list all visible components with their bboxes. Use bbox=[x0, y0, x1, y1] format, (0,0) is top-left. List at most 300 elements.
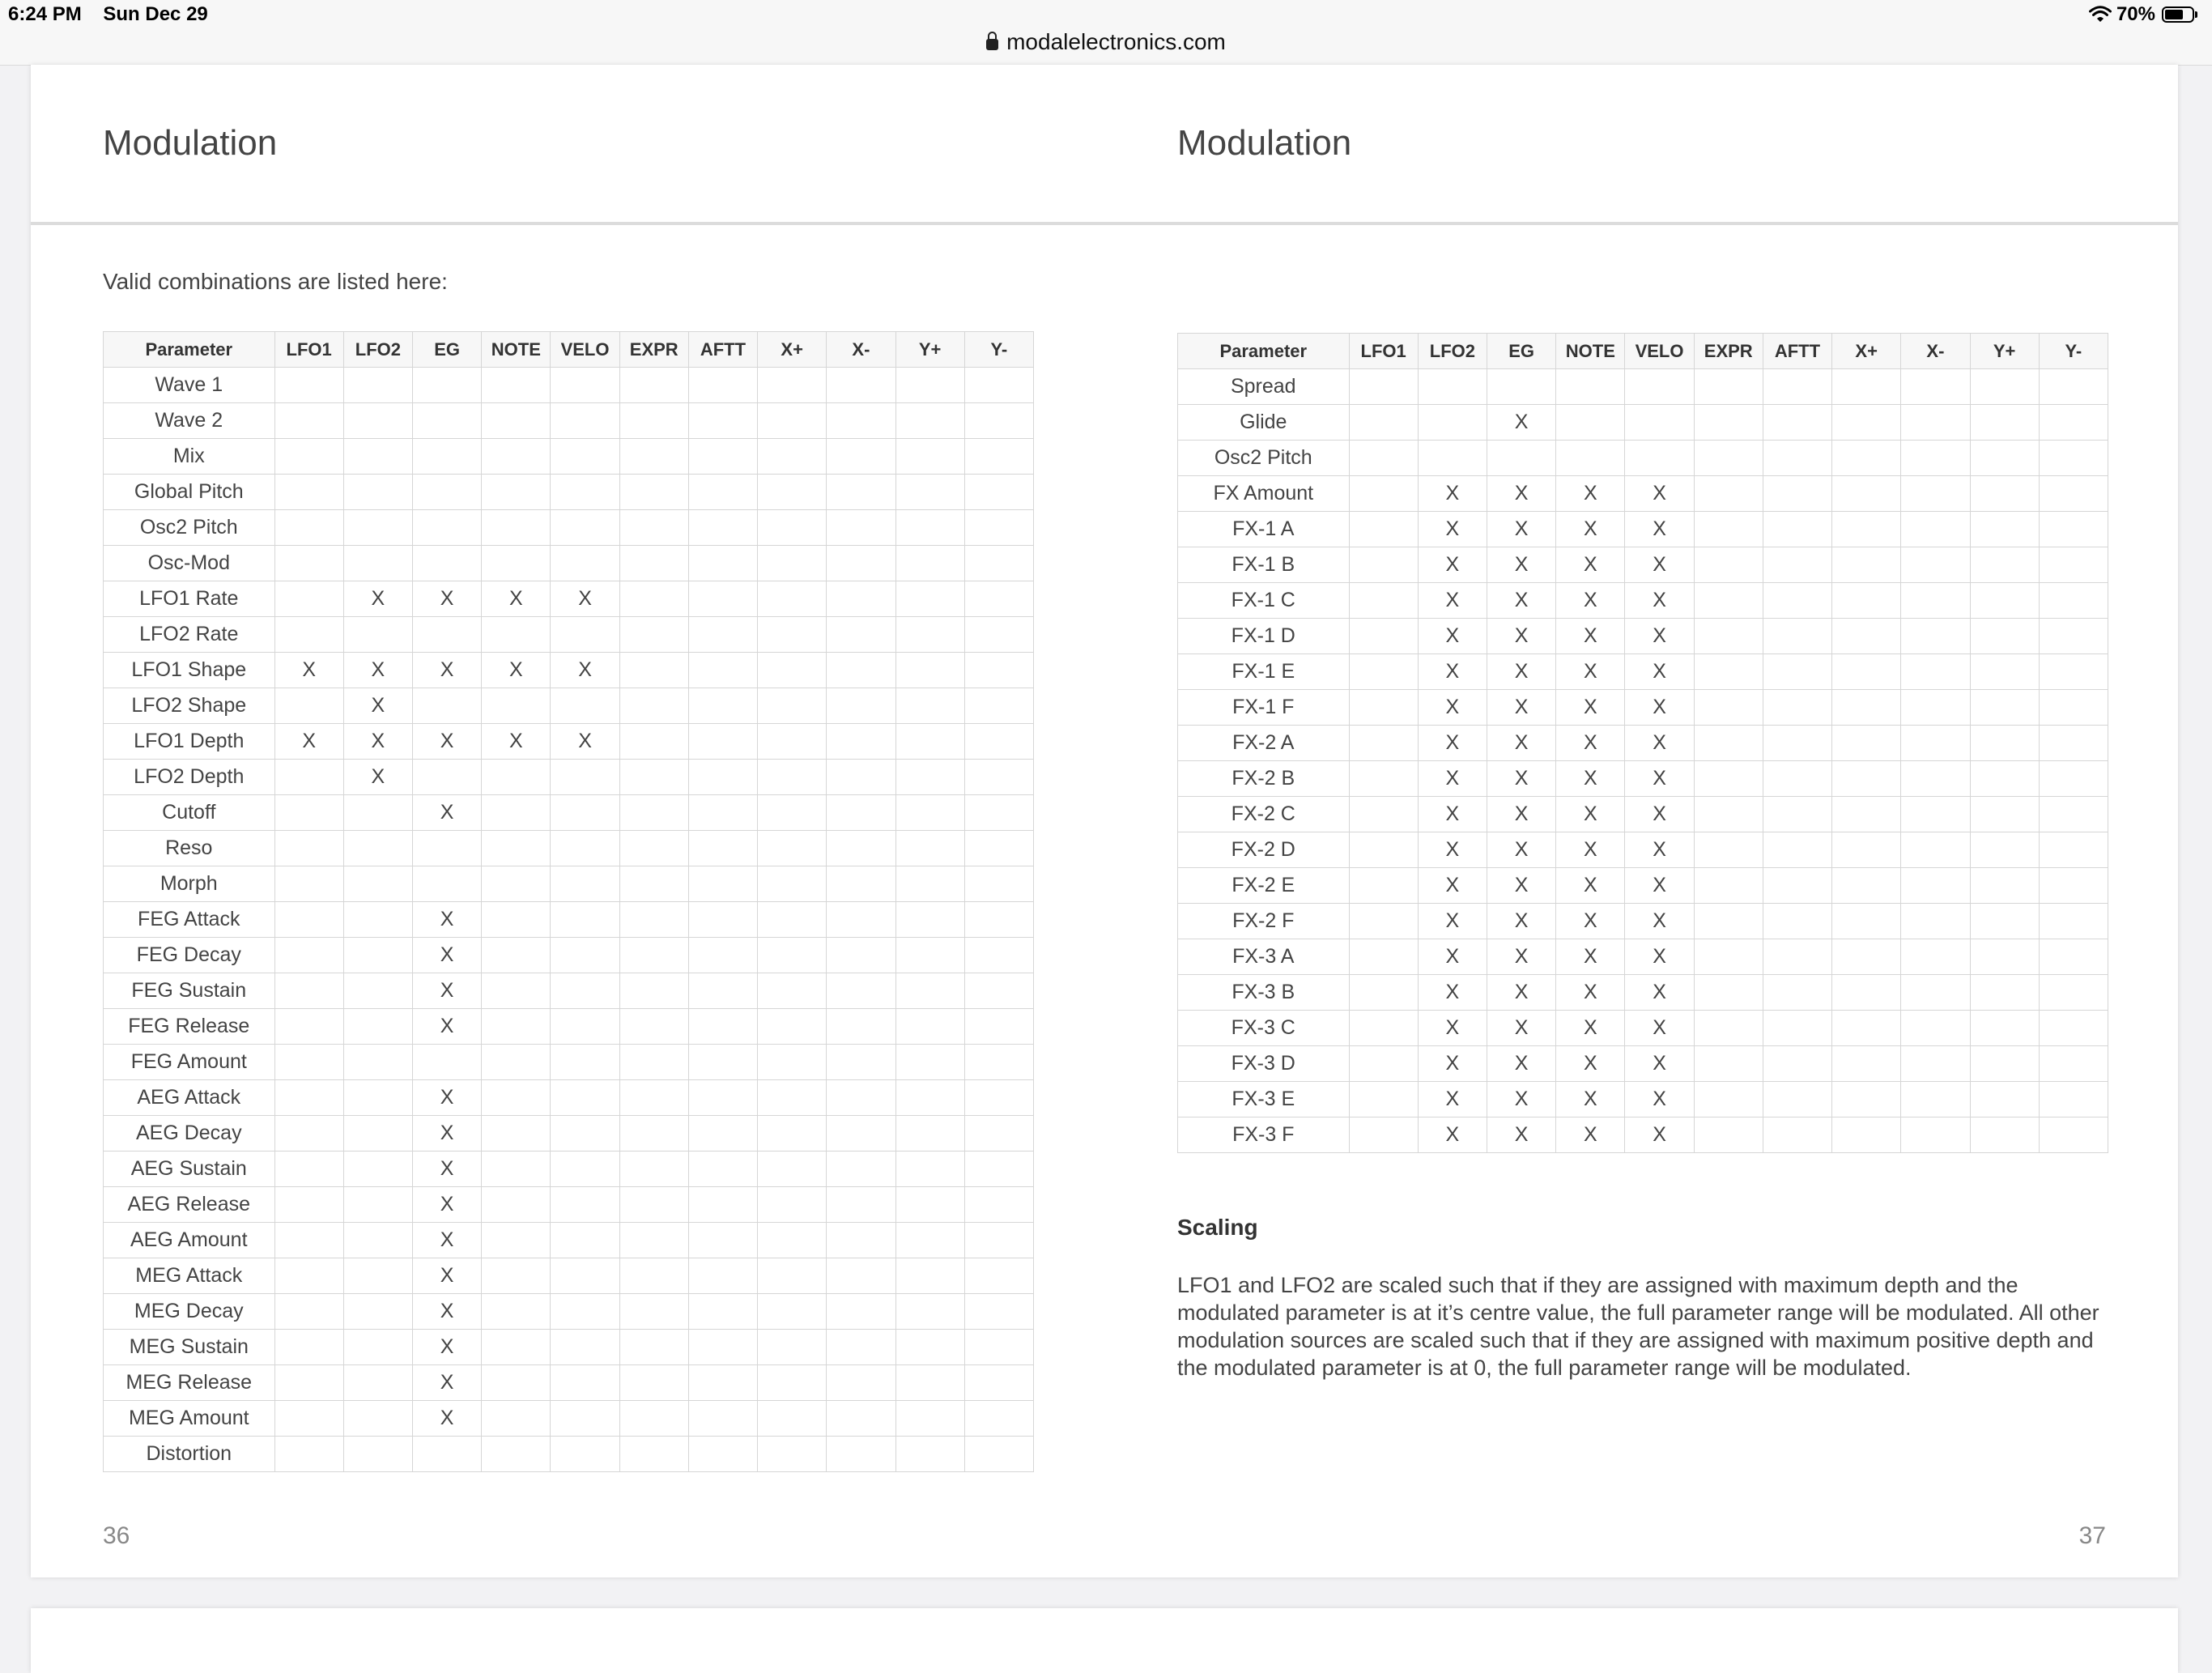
combination-cell bbox=[895, 1258, 964, 1294]
combination-cell bbox=[827, 866, 895, 902]
combination-cell bbox=[1970, 1011, 2039, 1046]
combination-cell bbox=[895, 795, 964, 831]
combination-cell: X bbox=[412, 938, 481, 973]
combination-cell: X bbox=[343, 760, 412, 795]
combination-cell: X bbox=[1487, 797, 1555, 832]
combination-cell: X bbox=[1487, 868, 1555, 904]
parameter-name-cell: Osc-Mod bbox=[104, 546, 275, 581]
combination-cell bbox=[551, 831, 619, 866]
combination-cell bbox=[274, 439, 343, 475]
combination-cell bbox=[1832, 1082, 1901, 1117]
combination-cell bbox=[758, 795, 827, 831]
combination-cell bbox=[482, 1152, 551, 1187]
combination-cell bbox=[1694, 369, 1763, 405]
table-row bbox=[104, 617, 1034, 653]
combination-cell bbox=[1349, 583, 1418, 619]
combination-cell bbox=[827, 475, 895, 510]
combination-cell bbox=[343, 617, 412, 653]
combination-cell bbox=[551, 1437, 619, 1472]
combination-cell bbox=[895, 510, 964, 546]
combination-cell: X bbox=[412, 902, 481, 938]
combination-cell bbox=[1901, 512, 1970, 547]
combination-cell bbox=[758, 1080, 827, 1116]
combination-cell: X bbox=[1625, 726, 1694, 761]
combination-cell: X bbox=[1487, 1117, 1555, 1153]
combination-cell bbox=[758, 546, 827, 581]
combination-cell bbox=[1694, 654, 1763, 690]
combination-cell bbox=[1349, 761, 1418, 797]
combination-cell bbox=[1694, 405, 1763, 441]
combination-cell bbox=[274, 831, 343, 866]
combination-cell bbox=[274, 546, 343, 581]
parameter-name-cell: Glide bbox=[1178, 405, 1350, 441]
combination-cell bbox=[274, 973, 343, 1009]
combination-cell bbox=[412, 546, 481, 581]
combination-cell bbox=[343, 866, 412, 902]
combination-cell: X bbox=[1418, 1046, 1487, 1082]
combination-cell bbox=[2039, 619, 2108, 654]
combination-cell bbox=[551, 973, 619, 1009]
parameter-name-cell: LFO2 Rate bbox=[104, 617, 275, 653]
parameter-name-cell: AEG Decay bbox=[104, 1116, 275, 1152]
combination-cell bbox=[619, 831, 688, 866]
combination-cell: X bbox=[1487, 512, 1555, 547]
combination-cell bbox=[482, 1258, 551, 1294]
combination-cell bbox=[551, 795, 619, 831]
combination-cell bbox=[1832, 939, 1901, 975]
address-bar[interactable] bbox=[0, 29, 2212, 55]
combination-cell bbox=[1970, 583, 2039, 619]
combination-cell bbox=[2039, 583, 2108, 619]
combination-cell bbox=[343, 831, 412, 866]
combination-cell bbox=[1970, 512, 2039, 547]
combination-cell bbox=[1349, 619, 1418, 654]
combination-cell: X bbox=[412, 1223, 481, 1258]
combination-cell bbox=[482, 938, 551, 973]
combination-cell: X bbox=[1625, 832, 1694, 868]
combination-cell bbox=[619, 1258, 688, 1294]
column-header: EG bbox=[412, 332, 481, 368]
combination-cell bbox=[1832, 797, 1901, 832]
combination-cell: X bbox=[1556, 975, 1625, 1011]
combination-cell bbox=[895, 368, 964, 403]
combination-cell: X bbox=[1487, 583, 1555, 619]
combination-cell bbox=[2039, 1046, 2108, 1082]
combination-cell bbox=[1763, 690, 1831, 726]
page-number-right: 37 bbox=[2078, 1522, 2106, 1549]
left-page-title: Modulation bbox=[103, 123, 278, 163]
combination-cell bbox=[551, 1009, 619, 1045]
parameter-name-cell: AEG Release bbox=[104, 1187, 275, 1223]
combination-cell bbox=[895, 653, 964, 688]
intro-text: Valid combinations are listed here: bbox=[103, 269, 448, 294]
combination-cell bbox=[758, 1437, 827, 1472]
combination-cell: X bbox=[1556, 512, 1625, 547]
combination-cell bbox=[964, 938, 1033, 973]
combination-cell bbox=[343, 1187, 412, 1223]
table-row bbox=[104, 1152, 1034, 1187]
column-header: AFTT bbox=[1763, 334, 1831, 369]
combination-cell bbox=[1970, 441, 2039, 476]
combination-cell bbox=[964, 1330, 1033, 1365]
table-row bbox=[104, 1045, 1034, 1080]
combination-cell bbox=[1763, 832, 1831, 868]
column-header: Y+ bbox=[895, 332, 964, 368]
combination-cell: X bbox=[412, 1294, 481, 1330]
combination-cell bbox=[1832, 441, 1901, 476]
combination-cell bbox=[1832, 476, 1901, 512]
combination-cell bbox=[1901, 797, 1970, 832]
combination-cell bbox=[1418, 369, 1487, 405]
combination-cell bbox=[274, 902, 343, 938]
table-row bbox=[1178, 441, 2108, 476]
combination-cell bbox=[688, 510, 757, 546]
column-header: VELO bbox=[1625, 334, 1694, 369]
combination-cell bbox=[343, 902, 412, 938]
combination-cell bbox=[551, 1401, 619, 1437]
combination-cell bbox=[827, 724, 895, 760]
combination-cell bbox=[964, 831, 1033, 866]
combination-cell bbox=[482, 1223, 551, 1258]
column-header: Y+ bbox=[1970, 334, 2039, 369]
combination-cell bbox=[688, 688, 757, 724]
combination-cell bbox=[551, 1223, 619, 1258]
table-row bbox=[104, 1187, 1034, 1223]
combination-cell bbox=[688, 938, 757, 973]
combination-cell bbox=[895, 866, 964, 902]
combination-cell: X bbox=[1625, 1046, 1694, 1082]
combination-cell bbox=[2039, 405, 2108, 441]
combination-cell: X bbox=[1625, 975, 1694, 1011]
table-row bbox=[104, 795, 1034, 831]
combination-cell bbox=[619, 439, 688, 475]
combination-cell bbox=[343, 439, 412, 475]
parameter-name-cell: AEG Attack bbox=[104, 1080, 275, 1116]
combination-cell bbox=[1694, 1082, 1763, 1117]
table-row bbox=[104, 724, 1034, 760]
scaling-heading: Scaling bbox=[1177, 1215, 1258, 1240]
next-page-edge bbox=[31, 1608, 2178, 1673]
parameter-name-cell: Osc2 Pitch bbox=[1178, 441, 1350, 476]
combination-cell: X bbox=[343, 688, 412, 724]
table-row bbox=[104, 1401, 1034, 1437]
combination-cell bbox=[2039, 654, 2108, 690]
combination-cell bbox=[1763, 726, 1831, 761]
combination-cell: X bbox=[1625, 654, 1694, 690]
scaling-paragraph: LFO1 and LFO2 are scaled such that if they are assigned with maximum depth and the modulated parameter is at it’s centre value, the full parameter range will be modulated. All other modulation sources are scaled such that if they are assigned with maximum positive depth and the modulated parameter is at 0, the full parameter range will be modulated. bbox=[1177, 1273, 2099, 1380]
combination-cell bbox=[827, 1437, 895, 1472]
parameter-name-cell: Wave 1 bbox=[104, 368, 275, 403]
combination-cell bbox=[1970, 904, 2039, 939]
combination-cell bbox=[827, 1365, 895, 1401]
combination-cell bbox=[412, 617, 481, 653]
combination-cell bbox=[827, 1045, 895, 1080]
status-date: Sun Dec 29 bbox=[103, 3, 208, 25]
combination-cell bbox=[343, 1330, 412, 1365]
parameter-name-cell: FX-3 E bbox=[1178, 1082, 1350, 1117]
combination-cell bbox=[688, 724, 757, 760]
combination-cell bbox=[1970, 761, 2039, 797]
combination-cell: X bbox=[1556, 797, 1625, 832]
combination-cell bbox=[482, 760, 551, 795]
combination-cell bbox=[1763, 1046, 1831, 1082]
combination-cell bbox=[1901, 369, 1970, 405]
combination-cell bbox=[1694, 761, 1763, 797]
table-row bbox=[104, 653, 1034, 688]
combination-cell bbox=[343, 1437, 412, 1472]
combination-cell bbox=[1349, 547, 1418, 583]
combination-cell bbox=[827, 581, 895, 617]
parameter-name-cell: Morph bbox=[104, 866, 275, 902]
combination-cell: X bbox=[1418, 939, 1487, 975]
combination-cell bbox=[619, 760, 688, 795]
table-row bbox=[1178, 832, 2108, 868]
combination-cell bbox=[688, 866, 757, 902]
combination-cell: X bbox=[1625, 1082, 1694, 1117]
combination-cell bbox=[895, 1401, 964, 1437]
combination-cell bbox=[343, 475, 412, 510]
combination-cell: X bbox=[551, 581, 619, 617]
combination-cell bbox=[688, 760, 757, 795]
combination-cell bbox=[1487, 441, 1555, 476]
combination-cell bbox=[482, 510, 551, 546]
combination-cell bbox=[551, 688, 619, 724]
combination-cell bbox=[827, 1223, 895, 1258]
combination-cell bbox=[1349, 405, 1418, 441]
combination-cell: X bbox=[1487, 761, 1555, 797]
table-row bbox=[104, 831, 1034, 866]
combination-cell bbox=[1901, 1082, 1970, 1117]
combination-cell: X bbox=[1625, 547, 1694, 583]
combination-cell bbox=[827, 1258, 895, 1294]
combination-cell bbox=[964, 1365, 1033, 1401]
combination-cell bbox=[827, 938, 895, 973]
combination-cell bbox=[758, 724, 827, 760]
combination-cell bbox=[964, 1437, 1033, 1472]
combination-cell: X bbox=[343, 724, 412, 760]
combination-cell bbox=[1970, 975, 2039, 1011]
combination-cell: X bbox=[1487, 832, 1555, 868]
combination-cell: X bbox=[551, 653, 619, 688]
combination-cell bbox=[827, 1152, 895, 1187]
combination-cell bbox=[758, 938, 827, 973]
combination-cell bbox=[827, 510, 895, 546]
combination-cell bbox=[964, 581, 1033, 617]
parameter-name-cell: FX-1 F bbox=[1178, 690, 1350, 726]
combination-cell bbox=[274, 1152, 343, 1187]
parameter-name-cell: FX-2 D bbox=[1178, 832, 1350, 868]
combination-cell bbox=[688, 1258, 757, 1294]
combination-cell bbox=[2039, 690, 2108, 726]
combination-cell bbox=[758, 1401, 827, 1437]
table-row bbox=[104, 368, 1034, 403]
combination-cell bbox=[688, 1116, 757, 1152]
combination-cell bbox=[964, 866, 1033, 902]
combination-cell bbox=[1901, 1046, 1970, 1082]
combination-cell bbox=[482, 866, 551, 902]
combination-cell bbox=[343, 1223, 412, 1258]
combination-cell bbox=[827, 1401, 895, 1437]
column-header: EXPR bbox=[619, 332, 688, 368]
combination-cell bbox=[827, 1294, 895, 1330]
combination-cell bbox=[1763, 1011, 1831, 1046]
combination-cell bbox=[343, 973, 412, 1009]
table-row bbox=[1178, 726, 2108, 761]
combination-cell bbox=[551, 1365, 619, 1401]
combination-cell bbox=[688, 1080, 757, 1116]
combination-cell bbox=[619, 1223, 688, 1258]
combination-cell: X bbox=[412, 1080, 481, 1116]
table-row bbox=[104, 1330, 1034, 1365]
combination-cell bbox=[1556, 441, 1625, 476]
combination-cell bbox=[274, 1330, 343, 1365]
table-row bbox=[104, 475, 1034, 510]
combination-cell bbox=[895, 581, 964, 617]
status-time: 6:24 PM bbox=[8, 3, 82, 25]
table-row bbox=[1178, 939, 2108, 975]
table-row bbox=[104, 866, 1034, 902]
combination-cell bbox=[827, 831, 895, 866]
combination-cell bbox=[274, 1258, 343, 1294]
combination-cell: X bbox=[482, 653, 551, 688]
column-header: NOTE bbox=[1556, 334, 1625, 369]
parameter-name-cell: FX-3 B bbox=[1178, 975, 1350, 1011]
combination-cell: X bbox=[1418, 1117, 1487, 1153]
parameter-name-cell: FX-1 A bbox=[1178, 512, 1350, 547]
combination-cell: X bbox=[412, 724, 481, 760]
combination-cell: X bbox=[1625, 868, 1694, 904]
combination-cell bbox=[274, 866, 343, 902]
combination-cell bbox=[1625, 369, 1694, 405]
combination-cell bbox=[1694, 547, 1763, 583]
combination-cell bbox=[688, 1187, 757, 1223]
combination-cell bbox=[1349, 975, 1418, 1011]
combination-cell: X bbox=[1556, 1117, 1625, 1153]
parameter-name-cell: Distortion bbox=[104, 1437, 275, 1472]
combination-cell bbox=[1349, 654, 1418, 690]
table-row bbox=[1178, 1082, 2108, 1117]
combination-cell bbox=[551, 368, 619, 403]
combination-cell: X bbox=[1625, 939, 1694, 975]
table-header-row bbox=[1178, 334, 2108, 369]
combination-cell bbox=[274, 1401, 343, 1437]
combination-cell bbox=[688, 1045, 757, 1080]
combination-cell bbox=[895, 902, 964, 938]
combination-cell: X bbox=[1418, 1011, 1487, 1046]
combination-cell bbox=[688, 1152, 757, 1187]
combination-cell bbox=[551, 1187, 619, 1223]
column-header: Parameter bbox=[104, 332, 275, 368]
combination-cell bbox=[688, 1437, 757, 1472]
combination-cell bbox=[758, 475, 827, 510]
combination-cell bbox=[1694, 939, 1763, 975]
combination-cell: X bbox=[1418, 761, 1487, 797]
combination-cell bbox=[1832, 1046, 1901, 1082]
table-row bbox=[1178, 797, 2108, 832]
combination-cell bbox=[1832, 1011, 1901, 1046]
combination-cell bbox=[1970, 797, 2039, 832]
parameter-name-cell: MEG Decay bbox=[104, 1294, 275, 1330]
combination-cell bbox=[758, 1365, 827, 1401]
combination-cell bbox=[1970, 369, 2039, 405]
combination-cell bbox=[1901, 832, 1970, 868]
combination-cell bbox=[619, 510, 688, 546]
combination-cell bbox=[1832, 619, 1901, 654]
combination-cell: X bbox=[1418, 547, 1487, 583]
combination-cell: X bbox=[1625, 583, 1694, 619]
combination-cell bbox=[343, 1152, 412, 1187]
combination-cell bbox=[1349, 441, 1418, 476]
combination-cell bbox=[1694, 583, 1763, 619]
table-row bbox=[104, 1365, 1034, 1401]
combination-cell bbox=[1694, 1011, 1763, 1046]
combination-cell bbox=[1832, 1117, 1901, 1153]
combination-cell bbox=[1418, 441, 1487, 476]
table-row bbox=[1178, 690, 2108, 726]
combination-cell bbox=[619, 973, 688, 1009]
combination-cell bbox=[1832, 654, 1901, 690]
combination-cell: X bbox=[1556, 726, 1625, 761]
combination-cell bbox=[688, 902, 757, 938]
combination-cell bbox=[482, 475, 551, 510]
combination-cell bbox=[1694, 1046, 1763, 1082]
combination-cell: X bbox=[412, 653, 481, 688]
combination-cell bbox=[2039, 832, 2108, 868]
combination-cell bbox=[827, 760, 895, 795]
combination-cell bbox=[1763, 512, 1831, 547]
parameter-name-cell: LFO2 Shape bbox=[104, 688, 275, 724]
table-row bbox=[1178, 619, 2108, 654]
combination-cell bbox=[758, 1330, 827, 1365]
combination-cell bbox=[964, 1223, 1033, 1258]
status-bar bbox=[0, 0, 2212, 66]
combination-cell bbox=[758, 1045, 827, 1080]
combination-cell bbox=[1970, 868, 2039, 904]
combination-cell bbox=[1901, 975, 1970, 1011]
combination-cell: X bbox=[1625, 1117, 1694, 1153]
combination-cell: X bbox=[1487, 690, 1555, 726]
combination-cell bbox=[2039, 512, 2108, 547]
combination-cell bbox=[1349, 797, 1418, 832]
combination-cell bbox=[551, 1116, 619, 1152]
battery-nub bbox=[2195, 11, 2197, 18]
combination-cell bbox=[1901, 547, 1970, 583]
combination-cell bbox=[895, 1080, 964, 1116]
combination-cell bbox=[688, 403, 757, 439]
combination-cell bbox=[827, 902, 895, 938]
parameter-name-cell: FX-2 E bbox=[1178, 868, 1350, 904]
combination-cell bbox=[895, 403, 964, 439]
combination-cell bbox=[1970, 547, 2039, 583]
combination-cell: X bbox=[1556, 1011, 1625, 1046]
combination-cell bbox=[551, 1330, 619, 1365]
parameter-name-cell: MEG Release bbox=[104, 1365, 275, 1401]
combination-cell bbox=[758, 973, 827, 1009]
combination-cell bbox=[2039, 904, 2108, 939]
combination-cell bbox=[827, 1330, 895, 1365]
combination-cell bbox=[412, 439, 481, 475]
combination-cell bbox=[619, 1187, 688, 1223]
combination-cell bbox=[274, 368, 343, 403]
combination-cell bbox=[1763, 583, 1831, 619]
combination-cell bbox=[1349, 1011, 1418, 1046]
combination-cell bbox=[688, 475, 757, 510]
combination-cell bbox=[551, 1258, 619, 1294]
combination-cell bbox=[1694, 512, 1763, 547]
combination-cell: X bbox=[1625, 761, 1694, 797]
column-header: VELO bbox=[551, 332, 619, 368]
combination-cell bbox=[412, 368, 481, 403]
